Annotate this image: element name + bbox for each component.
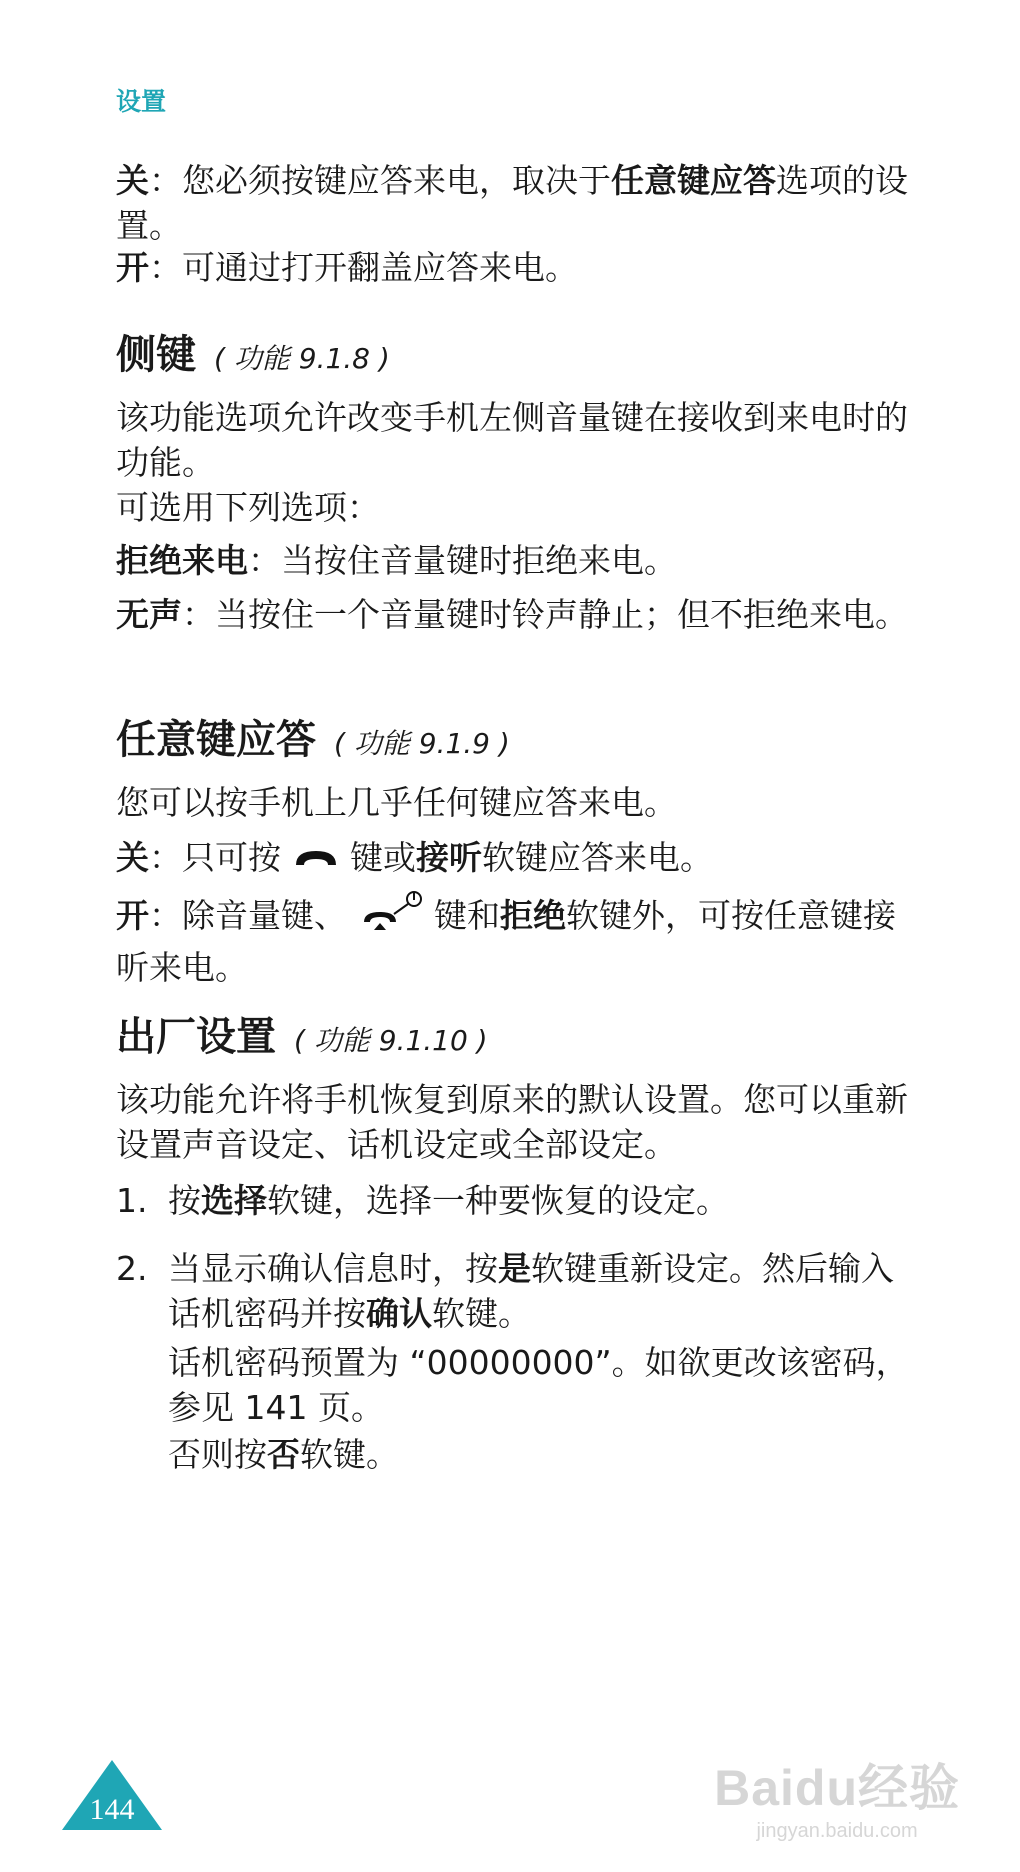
yes-softkey-term: 是 bbox=[498, 1249, 531, 1288]
page-number: 144 bbox=[89, 1793, 135, 1826]
off-text-end: 选项的设置。 bbox=[116, 161, 908, 245]
reject-label: 拒绝来电 bbox=[116, 541, 248, 580]
reject-text: ：当按住音量键时拒绝来电。 bbox=[248, 541, 677, 580]
off-bold-term: 任意键应答 bbox=[611, 161, 776, 200]
section-header: 设置 bbox=[116, 87, 167, 116]
watermark-url: jingyan.baidu.com bbox=[756, 1820, 918, 1842]
step-number: 1. bbox=[116, 1181, 148, 1220]
side-key-title: 侧键 bbox=[116, 332, 196, 378]
any-on-text-3: 软键外，可按任意键接听来电。 bbox=[116, 896, 896, 987]
factory-description: 该功能允许将手机恢复到原来的默认设置。您可以重新设置声音设定、话机设定或全部设定。 bbox=[116, 1080, 908, 1164]
step-text-end: 软键。 bbox=[432, 1294, 531, 1333]
answer-softkey-term: 接听 bbox=[416, 838, 482, 877]
select-softkey-term: 选择 bbox=[201, 1181, 267, 1220]
any-off-text: ：只可按 bbox=[149, 838, 281, 877]
any-key-description: 您可以按手机上几乎任何键应答来电。 bbox=[116, 783, 677, 822]
side-key-option-mute bbox=[116, 592, 916, 637]
note-text: 否则按 bbox=[168, 1435, 267, 1474]
step-2-body bbox=[168, 1246, 916, 1336]
step-text: 当显示确认信息时，按 bbox=[168, 1249, 498, 1288]
any-key-title: 任意键应答 bbox=[116, 717, 316, 763]
step-text: 按 bbox=[168, 1181, 201, 1220]
side-key-options-intro: 可选用下列选项： bbox=[116, 488, 380, 527]
side-key-option-reject bbox=[116, 538, 916, 583]
on-text: ：可通过打开翻盖应答来电。 bbox=[149, 248, 578, 287]
no-softkey-term: 否 bbox=[267, 1435, 300, 1474]
watermark-logo: Baidu经验 bbox=[714, 1760, 960, 1816]
any-off-text-3: 软键应答来电。 bbox=[482, 838, 713, 877]
mute-text: ：当按住一个音量键时铃声静止；但不拒绝来电。 bbox=[182, 595, 908, 634]
factory-step-1 bbox=[116, 1178, 916, 1223]
factory-title: 出厂设置 bbox=[116, 1014, 276, 1060]
any-key-function-ref: ( 功能 9.1.9 ) bbox=[334, 727, 510, 760]
off-text: ：您必须按键应答来电，取决于 bbox=[149, 161, 611, 200]
off-label: 关 bbox=[116, 161, 149, 200]
factory-step-2 bbox=[116, 1246, 916, 1336]
any-off-label: 关 bbox=[116, 838, 149, 877]
side-key-heading bbox=[116, 330, 390, 384]
any-key-on-paragraph bbox=[116, 890, 916, 990]
confirm-softkey-term: 确认 bbox=[366, 1294, 432, 1333]
note-text-end: 软键。 bbox=[300, 1435, 399, 1474]
factory-heading bbox=[116, 1012, 488, 1066]
side-key-function-ref: ( 功能 9.1.8 ) bbox=[214, 342, 390, 375]
side-key-description: 该功能选项允许改变手机左侧音量键在接收到来电时的功能。 bbox=[116, 398, 908, 482]
step-text-end: 软键，选择一种要恢复的设定。 bbox=[267, 1181, 729, 1220]
any-on-text: ：除音量键、 bbox=[149, 896, 347, 935]
step-number: 2. bbox=[116, 1249, 148, 1288]
watermark bbox=[714, 1748, 960, 1843]
flip-off-paragraph bbox=[116, 158, 916, 248]
reject-softkey-term: 拒绝 bbox=[500, 896, 566, 935]
any-on-label: 开 bbox=[116, 896, 149, 935]
any-on-text-2: 键和 bbox=[434, 896, 500, 935]
any-off-text-2: 键或 bbox=[350, 838, 416, 877]
step-text-mid: 软键重新设定。然后输入话机密码并按 bbox=[168, 1249, 894, 1333]
phone-end-power-icon bbox=[358, 890, 424, 945]
flip-on-paragraph bbox=[116, 245, 916, 290]
otherwise-note bbox=[168, 1432, 916, 1477]
phone-answer-icon bbox=[292, 837, 340, 882]
password-note: 话机密码预置为 “00000000”。如欲更改该密码，参见 141 页。 bbox=[168, 1343, 909, 1427]
mute-label: 无声 bbox=[116, 595, 182, 634]
any-key-off-paragraph bbox=[116, 835, 916, 882]
any-key-heading bbox=[116, 715, 510, 769]
on-label: 开 bbox=[116, 248, 149, 287]
factory-function-ref: ( 功能 9.1.10 ) bbox=[294, 1024, 488, 1057]
